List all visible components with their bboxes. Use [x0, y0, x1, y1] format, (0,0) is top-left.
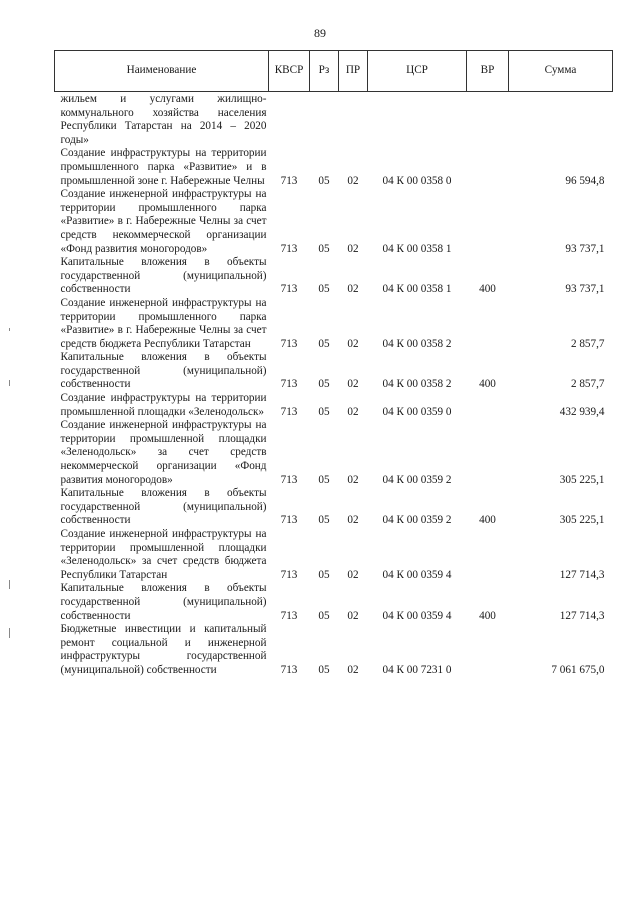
- cell-csr: [368, 92, 467, 148]
- column-header-sum: Сумма: [509, 51, 613, 92]
- cell-pr: 02: [347, 473, 359, 486]
- cell-name: Создание инженерной инфраструктуры на территории промышленной площадки «Зеленодольск» за счет средств некоммерческой организации «Фонд развития моногородов»: [60, 419, 267, 486]
- cell-sum: 127 714,3: [559, 609, 605, 622]
- cell-pr: 02: [347, 174, 359, 187]
- cell-kvsr: [269, 92, 310, 148]
- cell-csr: 04 К 00 7231 0: [382, 663, 452, 676]
- cell-kvsr: 713: [280, 568, 298, 581]
- cell-csr: 04 К 00 0359 2: [382, 473, 452, 486]
- column-header-vr: ВР: [467, 51, 509, 92]
- cell-pr: 02: [347, 242, 359, 255]
- cell-name: Капитальные вложения в объекты государственной (муниципальной) собственности: [60, 487, 267, 527]
- table-row: [55, 582, 613, 623]
- cell-vr: [467, 92, 509, 148]
- table-row: [55, 92, 613, 148]
- cell-csr: 04 К 00 0358 2: [382, 378, 452, 391]
- cell-sum: 7 061 675,0: [551, 663, 605, 676]
- cell-sum: 127 714,3: [559, 568, 605, 581]
- cell-name: Капитальные вложения в объекты государственной (муниципальной) собственности: [60, 351, 267, 391]
- cell-kvsr: 713: [280, 337, 298, 350]
- column-header-rz: Рз: [310, 51, 339, 92]
- cell-sum: 2 857,7: [570, 378, 605, 391]
- cell-vr: [467, 623, 509, 677]
- cell-csr: 04 К 00 0358 0: [382, 174, 452, 187]
- cell-rz: [310, 92, 339, 148]
- cell-kvsr: 713: [280, 174, 298, 187]
- cell-sum: 93 737,1: [565, 283, 605, 296]
- cell-rz: 05: [318, 405, 330, 418]
- column-header-pr: ПР: [339, 51, 368, 92]
- cell-csr: 04 К 00 0358 1: [382, 283, 452, 296]
- cell-rz: 05: [318, 568, 330, 581]
- table-row: [55, 487, 613, 528]
- table-row: [55, 623, 613, 677]
- margin-mark: [9, 580, 10, 589]
- cell-kvsr: 713: [280, 663, 298, 676]
- cell-name: Создание инженерной инфраструктуры на территории промышленного парка «Развитие» в г. Набережные Челны за счет средств некоммерческой организации «Фонд развития моногородов»: [60, 188, 267, 255]
- cell-rz: 05: [318, 609, 330, 622]
- cell-pr: [339, 92, 368, 148]
- table-row: [55, 188, 613, 256]
- cell-kvsr: 713: [280, 405, 298, 418]
- budget-table: [54, 50, 613, 678]
- cell-pr: 02: [347, 663, 359, 676]
- table-row: [55, 351, 613, 392]
- cell-rz: 05: [318, 514, 330, 527]
- cell-vr: [467, 419, 509, 487]
- cell-rz: 05: [318, 174, 330, 187]
- column-header-name: Наименование: [55, 51, 269, 92]
- page-number: 89: [314, 26, 326, 40]
- cell-kvsr: 713: [280, 242, 298, 255]
- cell-sum: 432 939,4: [559, 405, 605, 418]
- table-header-row: [55, 51, 613, 92]
- table-row: [55, 147, 613, 188]
- cell-csr: 04 К 00 0359 4: [382, 568, 452, 581]
- table-row: [55, 256, 613, 297]
- cell-pr: 02: [347, 378, 359, 391]
- margin-mark: [9, 380, 10, 386]
- cell-csr: 04 К 00 0359 2: [382, 514, 452, 527]
- cell-vr: 400: [479, 609, 496, 622]
- cell-name: Создание инженерной инфраструктуры на территории промышленной площадки «Зеленодольск» за счет средств бюджета Республики Татарстан: [60, 528, 267, 581]
- cell-csr: 04 К 00 0359 4: [382, 609, 452, 622]
- cell-pr: 02: [347, 568, 359, 581]
- cell-vr: [467, 188, 509, 256]
- cell-rz: 05: [318, 242, 330, 255]
- margin-mark: [9, 328, 10, 331]
- cell-csr: 04 К 00 0358 1: [382, 242, 452, 255]
- cell-vr: 400: [479, 378, 496, 391]
- cell-name: Бюджетные инвестиции и капитальный ремонт социальной и инженерной инфраструктуры государственной (муниципальной) собственности: [60, 623, 267, 676]
- table-row: [55, 392, 613, 419]
- cell-rz: 05: [318, 378, 330, 391]
- cell-pr: 02: [347, 337, 359, 350]
- cell-kvsr: 713: [280, 609, 298, 622]
- cell-rz: 05: [318, 337, 330, 350]
- cell-sum: 93 737,1: [565, 242, 605, 255]
- cell-vr: 400: [479, 283, 496, 296]
- cell-pr: 02: [347, 609, 359, 622]
- cell-csr: 04 К 00 0358 2: [382, 337, 452, 350]
- cell-sum: 305 225,1: [559, 514, 605, 527]
- cell-vr: [467, 147, 509, 188]
- cell-kvsr: 713: [280, 283, 298, 296]
- cell-vr: [467, 528, 509, 582]
- cell-name: Капитальные вложения в объекты государственной (муниципальной) собственности: [60, 582, 267, 622]
- cell-pr: 02: [347, 283, 359, 296]
- cell-rz: 05: [318, 663, 330, 676]
- cell-pr: 02: [347, 514, 359, 527]
- cell-sum: 96 594,8: [565, 174, 605, 187]
- cell-vr: [467, 392, 509, 419]
- cell-sum: 2 857,7: [570, 337, 605, 350]
- cell-kvsr: 713: [280, 378, 298, 391]
- cell-sum: [509, 92, 613, 148]
- table-row: [55, 297, 613, 351]
- cell-name: жильем и услугами жилищно-коммунального хозяйства населения Республики Татарстан на 2014 – 2020 годы»: [60, 93, 267, 146]
- cell-name: Капитальные вложения в объекты государственной (муниципальной) собственности: [60, 256, 267, 296]
- cell-pr: 02: [347, 405, 359, 418]
- cell-name: Создание инфраструктуры на территории промышленной площадки «Зеленодольск»: [60, 392, 267, 418]
- cell-name: Создание инженерной инфраструктуры на территории промышленного парка «Развитие» в г. Набережные Челны за счет средств бюджета Республики Татарстан: [60, 296, 267, 350]
- cell-vr: [467, 297, 509, 351]
- cell-rz: 05: [318, 283, 330, 296]
- table-row: [55, 528, 613, 582]
- cell-sum: 305 225,1: [559, 473, 605, 486]
- table-row: [55, 419, 613, 487]
- cell-vr: 400: [479, 514, 496, 527]
- column-header-kvsr: КВСР: [269, 51, 310, 92]
- cell-kvsr: 713: [280, 514, 298, 527]
- margin-mark: [9, 628, 10, 638]
- cell-rz: 05: [318, 473, 330, 486]
- cell-kvsr: 713: [280, 473, 298, 486]
- column-header-csr: ЦСР: [368, 51, 467, 92]
- cell-name: Создание инфраструктуры на территории промышленного парка «Развитие» и в промышленной зоне г. Набережные Челны: [60, 147, 267, 187]
- cell-csr: 04 К 00 0359 0: [382, 405, 452, 418]
